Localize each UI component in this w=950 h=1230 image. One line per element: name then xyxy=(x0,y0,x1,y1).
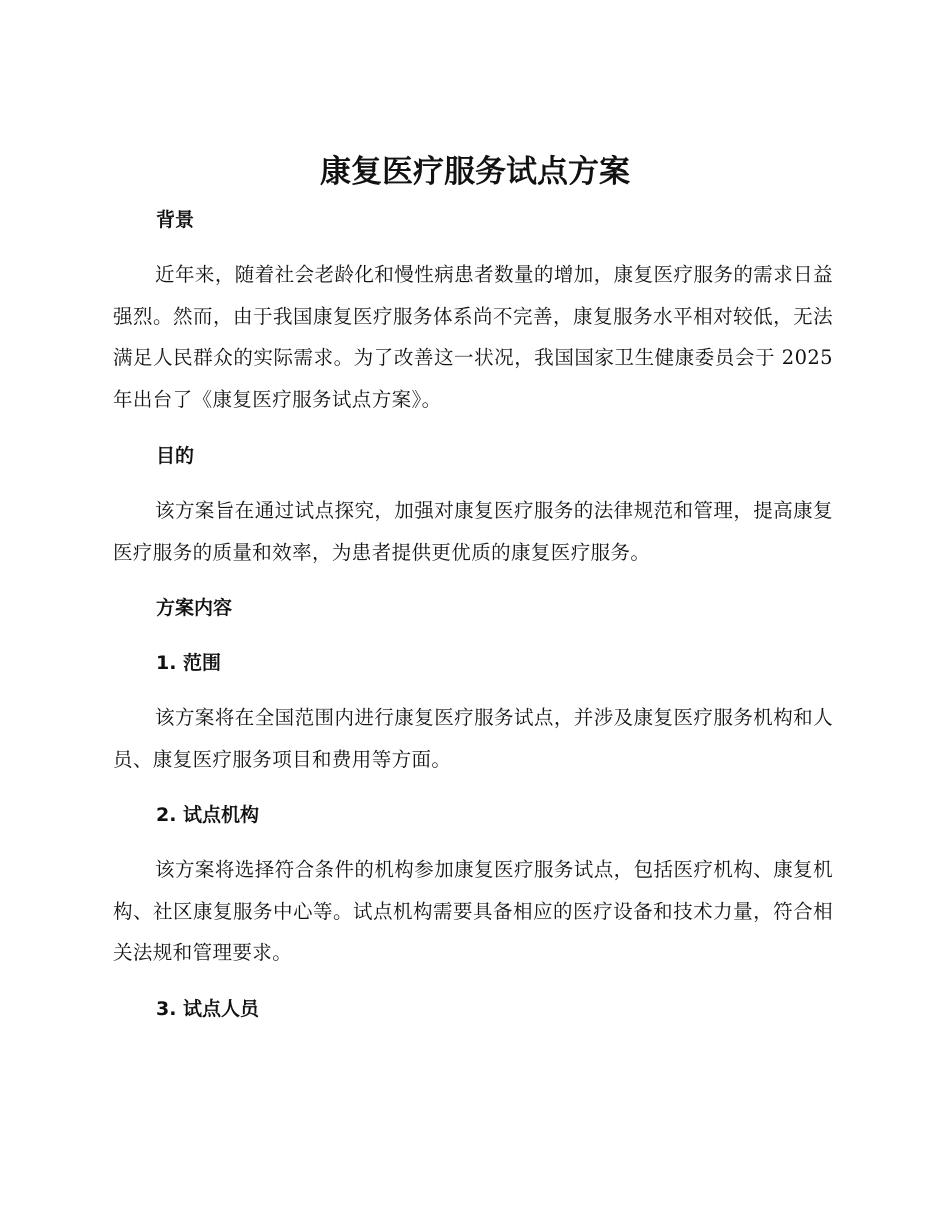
paragraph-scope: 该方案将在全国范围内进行康复医疗服务试点，并涉及康复医疗服务机构和人员、康复医疗服务项目和费用等方面。 xyxy=(113,706,833,771)
section-heading-background: 背景 xyxy=(156,209,195,231)
subsection-heading-pilot-personnel: 3. 试点人员 xyxy=(156,998,260,1020)
document-title: 康复医疗服务试点方案 xyxy=(320,154,630,190)
paragraph-pilot-institutions: 该方案将选择符合条件的机构参加康复医疗服务试点，包括医疗机构、康复机构、社区康复服务中心等。试点机构需要具备相应的医疗设备和技术力量，符合相关法规和管理要求。 xyxy=(113,858,833,964)
subsection-heading-scope: 1. 范围 xyxy=(156,652,222,674)
section-heading-plan-content: 方案内容 xyxy=(156,597,233,619)
paragraph-purpose: 该方案旨在通过试点探究，加强对康复医疗服务的法律规范和管理，提高康复医疗服务的质量和效率，为患者提供更优质的康复医疗服务。 xyxy=(113,499,833,564)
subsection-heading-pilot-institutions: 2. 试点机构 xyxy=(156,804,260,826)
paragraph-background: 近年来，随着社会老龄化和慢性病患者数量的增加，康复医疗服务的需求日益强烈。然而，由于我国康复医疗服务体系尚不完善，康复服务水平相对较低，无法满足人民群众的实际需求。为了改善这一状况，我国国家卫生健康委员会于 2025 年出台了《康复医疗服务试点方案》。 xyxy=(113,263,833,411)
section-heading-purpose: 目的 xyxy=(156,445,195,467)
